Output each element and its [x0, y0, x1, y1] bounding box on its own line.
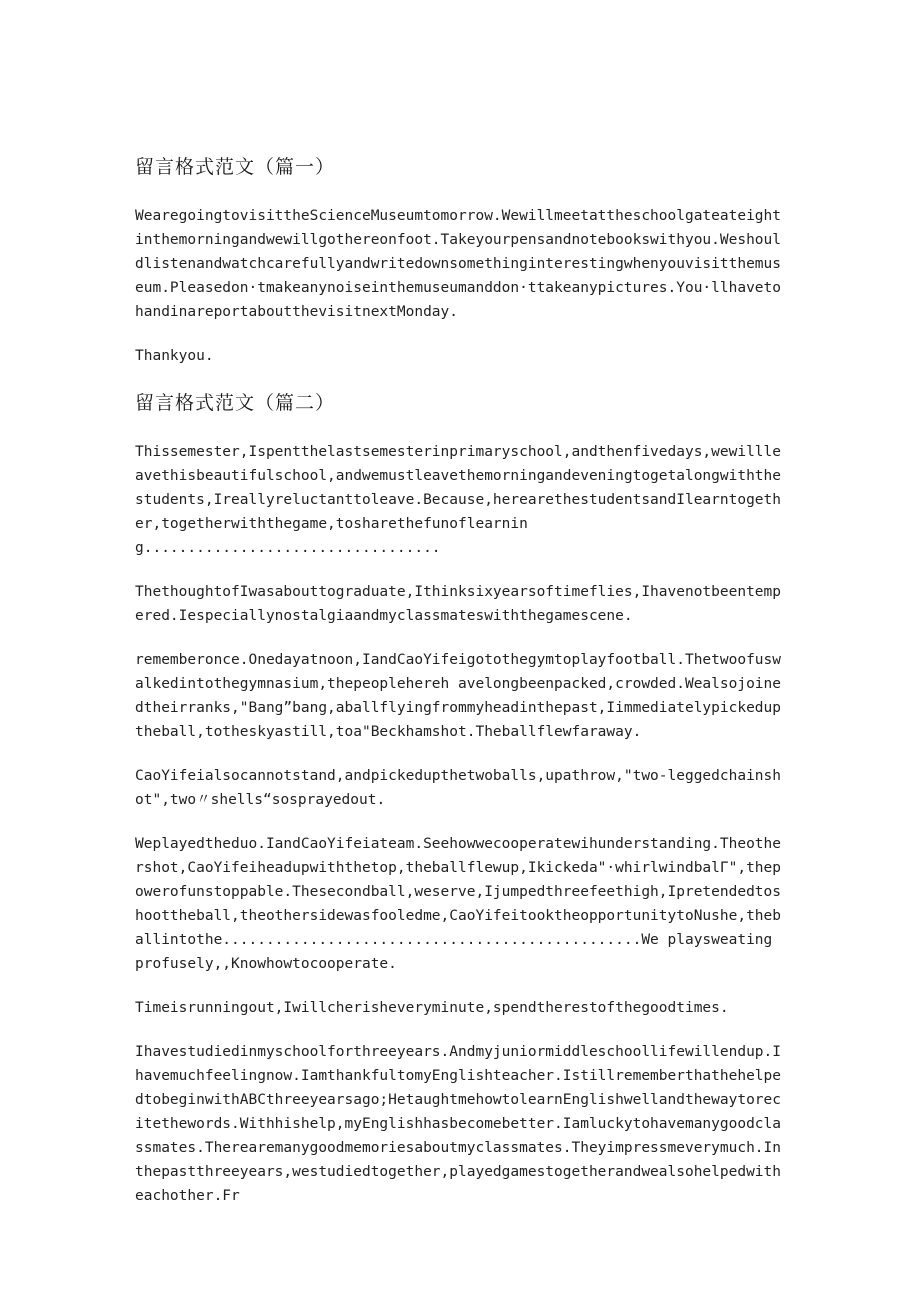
paragraph-time-running-out: Timeisrunningout,Iwillcherisheveryminute,spendtherestofthegoodtimes. [135, 1000, 729, 1016]
paragraph-graduate: ThethoughtofIwasabouttograduate,Ithinksixyearsoftimeflies,Ihavenotbeentempered.Iespeciallynostalgiaandmyclassmateswiththegamescene. [135, 584, 782, 624]
section-heading-1: 留言格式范文（篇一） [135, 156, 336, 178]
document-body [135, 152, 783, 1228]
paragraph-three-years: Ihavestudiedinmyschoolforthreeyears.Andmyjuniormiddleschoollifewillendup.Ihavemuchfeelingnow.IamthankfultomyEnglishteacher.IstillrememberthathehelpedtobeginwithABCthreeyearsago;HetaughtmehowtolearnEnglishwellandthewaytorecitethewords.Withhishelp,myEnglishhasbecomebetter.Iamluckytohavemanygoodclassmates.Therearemanygoodmemoriesaboutmyclassmates.Theyimpressmeverymuch.Inthepastthreeyears,westudiedtogether,playedgamestogetherandwealsohelpedwitheachother.Fr [135, 1044, 782, 1204]
paragraph-duo: Weplayedtheduo.IandCaoYifeiateam.Seehowwecooperatewihunderstanding.Theothershot,CaoYifeiheadupwiththetop,theballflewup,Ikickeda"·whirlwindbalΓ",thepowerofunstoppable.Thesecondball,weserve,Ijumpedthreefeethigh,Ipretendedtoshoottheball,theothersidewasfooledme,CaoYifeitooktheopportunitytoNushe,theballintothe................................................We playsweating profusely,,Knowhowtocooperate. [135, 836, 782, 972]
paragraph-remember-once: rememberonce.Onedayatnoon,IandCaoYifeigotothegymtoplayfootball.Thetwoofuswalkedintothegymnasium,thepeoplehereh avelongbeenpacked,crowded.Wealsojoinedtheirranks,"Bang”bang,aballflyingfrommyheadinthepast,Iimmediatelypickeduptheball,totheskyastill,toa"Beckhamshot.Theballflewfaraway. [135, 652, 782, 740]
paragraph-semester: Thissemester,Ispentthelastsemesterinprimaryschool,andthenfivedays,wewillleavethisbeautifulschool,andwemustleavethemorningandeveningtogetalongwiththestudents,Ireallyreluctanttoleave.Because,herearethestudentsandIlearntogether,togetherwiththegame,tosharethefunoflearning.................................. [135, 444, 782, 556]
section-heading-2: 留言格式范文（篇二） [135, 392, 336, 414]
paragraph-museum-notice: WearegoingtovisittheScienceMuseumtomorrow.Wewillmeetattheschoolgateateightinthemorningandwewillgothereonfoot.Takeyourpensandnotebookswithyou.Weshouldlistenandwatchcarefullyandwritedownsomethinginterestingwhenyouvisitthemuseum.Pleasedon·tmakeanynoiseinthemuseumanddon·ttakeanypictures.You·llhavetohandinareportaboutthevisitnextMonday. [135, 208, 782, 320]
paragraph-chain-shot: CaoYifeialsocannotstand,andpickedupthetwoballs,upathrow,"two-leggedchainshot",two〃shells“sosprayedout. [135, 768, 782, 808]
paragraph-thank-you: Thankyou. [135, 348, 214, 364]
